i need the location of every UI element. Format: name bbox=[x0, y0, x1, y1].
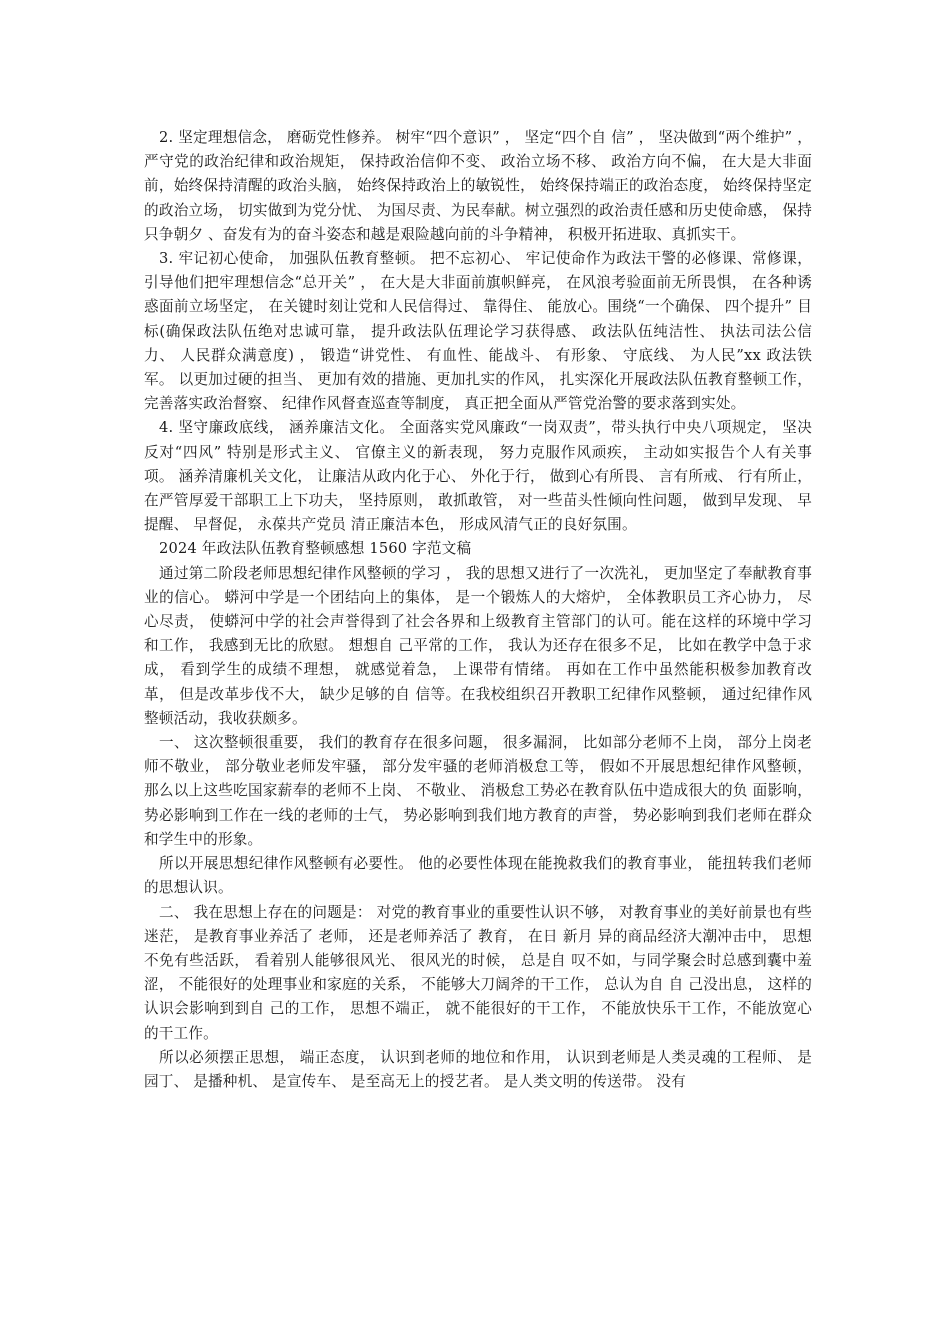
paragraph-ideals: 2. 坚定理想信念， 磨砺党性修养。 树牢“四个意识” ， 坚定“四个自 信” ， 坚决做到“两个维护” ， 严守党的政治纪律和政治规矩， 保持政治信仰不变、 政治立场不移、 政治方向不偏， 在大是大非面前，始终保持清醒的政治头脑， 始终保持政治上的敏锐性， 始终保持端正的政治态度， 始终保持坚定的政治立场， 切实做到为党分忧、 为国尽责、为民奉献。树立强烈的政治责任感和历史使命感， 保持只争朝夕 、奋发有为的奋斗姿态和越是艰险越向前的斗争精神， 积极开拓进取、真抓实干。 bbox=[144, 129, 812, 243]
paragraph-integrity: 4. 坚守廉政底线， 涵养廉洁文化。 全面落实党风廉政“一岗双责”，带头执行中央八项规定， 坚决反对“四风” 特别是形式主义、 官僚主义的新表现， 努力克服作风顽疾， 主动如实报告个人有关事项。 涵养清廉机关文化， 让廉洁从政内化于心、 外化于行， 做到心有所畏、 言有所戒、 行有所止， 在严管厚爱干部职工上下功夫， 坚持原则， 敢抓敢管， 对一些苗头性倾向性问题， 做到早发现、 早提醒、 早督促， 永葆共产党员 清正廉洁本色， 形成风清气正的良好氛围。 bbox=[144, 419, 812, 534]
paragraph-intro: 通过第二阶段老师思想纪律作风整顿的学习 ， 我的思想又进行了一次洗礼， 更加坚定了奉献教育事业的信心。 蟒河中学是一个团结向上的集体， 是一个锻炼人的大熔炉， 全体教职员工齐心协力， 尽心尽责， 使蟒河中学的社会声誉得到了社会各界和上级教育主管部门的认可。能在这样的环境中学习 和工作， 我感到无比的欣慰。 想想自 己平常的工作， 我认为还存在很多不足， 比如在教学中急于求成， 看到学生的成绩不理想， 就感觉着急， 上课带有情绪。 再如在工作中虽然能积极参加教育改革， 但是改革步伐不大， 缺少足够的自 信等。在我校组织召开教职工纪律作风整顿， 通过纪律作风整顿活动，我收获颇多。 bbox=[144, 564, 812, 727]
article-title: 2024 年政法队伍教育整顿感想 1560 字范文稿 bbox=[159, 540, 472, 558]
paragraph-point-one: 一、 这次整顿很重要， 我们的教育存在很多问题， 很多漏洞， 比如部分老师不上岗， 部分上岗老师不敬业， 部分敬业老师发牢骚， 部分发牢骚的老师消极怠工等， 假如不开展思想纪律作风整顿， 那么以上这些吃国家薪奉的老师不上岗、 不敬业、 消极怠工势必在教育队伍中造成很大的负 面影响， 势必影响到工作在一线的老师的士气， 势必影响到我们地方教育的声誉， 势必影响到我们老师在群众和学生中的形象。 bbox=[144, 734, 812, 848]
paragraph-necessity: 所以开展思想纪律作风整顿有必要性。 他的必要性体现在能挽救我们的教育事业， 能扭转我们老师的思想认识。 bbox=[144, 855, 812, 897]
paragraph-point-two: 二、 我在思想上存在的问题是： 对党的教育事业的重要性认识不够， 对教育事业的美好前景也有些迷茫， 是教育事业养活了 老师， 还是老师养活了 教育， 在日 新月 异的商品经济大潮冲击中， 思想不免有些活跃， 看着别人能够很风光、 很风光的时候， 总是自 叹不如，与同学聚会时总感到囊中羞涩， 不能很好的处理事业和家庭的关系， 不能够大刀阔斧的干工作， 总认为自 自 己没出息， 这样的认识会影响到到自 己的工作， 思想不端正， 就不能很好的干工作， 不能放快乐干工作，不能放宽心的干工作。 bbox=[144, 903, 812, 1042]
paragraph-conclusion: 所以必须摆正思想， 端正态度， 认识到老师的地位和作用， 认识到老师是人类灵魂的工程师、 是园丁、 是播种机、 是宣传车、 是至高无上的授艺者。 是人类文明的传送带。 没有 bbox=[144, 1048, 812, 1090]
document-body bbox=[144, 126, 812, 1094]
paragraph-mission: 3. 牢记初心使命， 加强队伍教育整顿。 把不忘初心、 牢记使命作为政法干警的必修课、常修课， 引导他们把牢理想信念“总开关” ， 在大是大非面前旗帜鲜亮， 在风浪考验面前无所畏惧， 在各种诱惑面前立场坚定， 在关键时刻让党和人民信得过、 靠得住、 能放心。围绕“一个确保、 四个提升” 目 标(确保政法队伍绝对忠诚可靠， 提升政法队伍理论学习获得感、 政法队伍纯洁性、 执法司法公信力、 人民群众满意度) ， 锻造“讲党性、 有血性、能战斗、 有形象、 守底线、 为人民”xx 政法铁军。 以更加过硬的担当、 更加有效的措施、更加扎实的作风， 扎实深化开展政法队伍教育整顿工作， 完善落实政治督察、 纪律作风督查巡查等制度， 真正把全面从严管党治警的要求落到实处。 bbox=[144, 250, 812, 413]
